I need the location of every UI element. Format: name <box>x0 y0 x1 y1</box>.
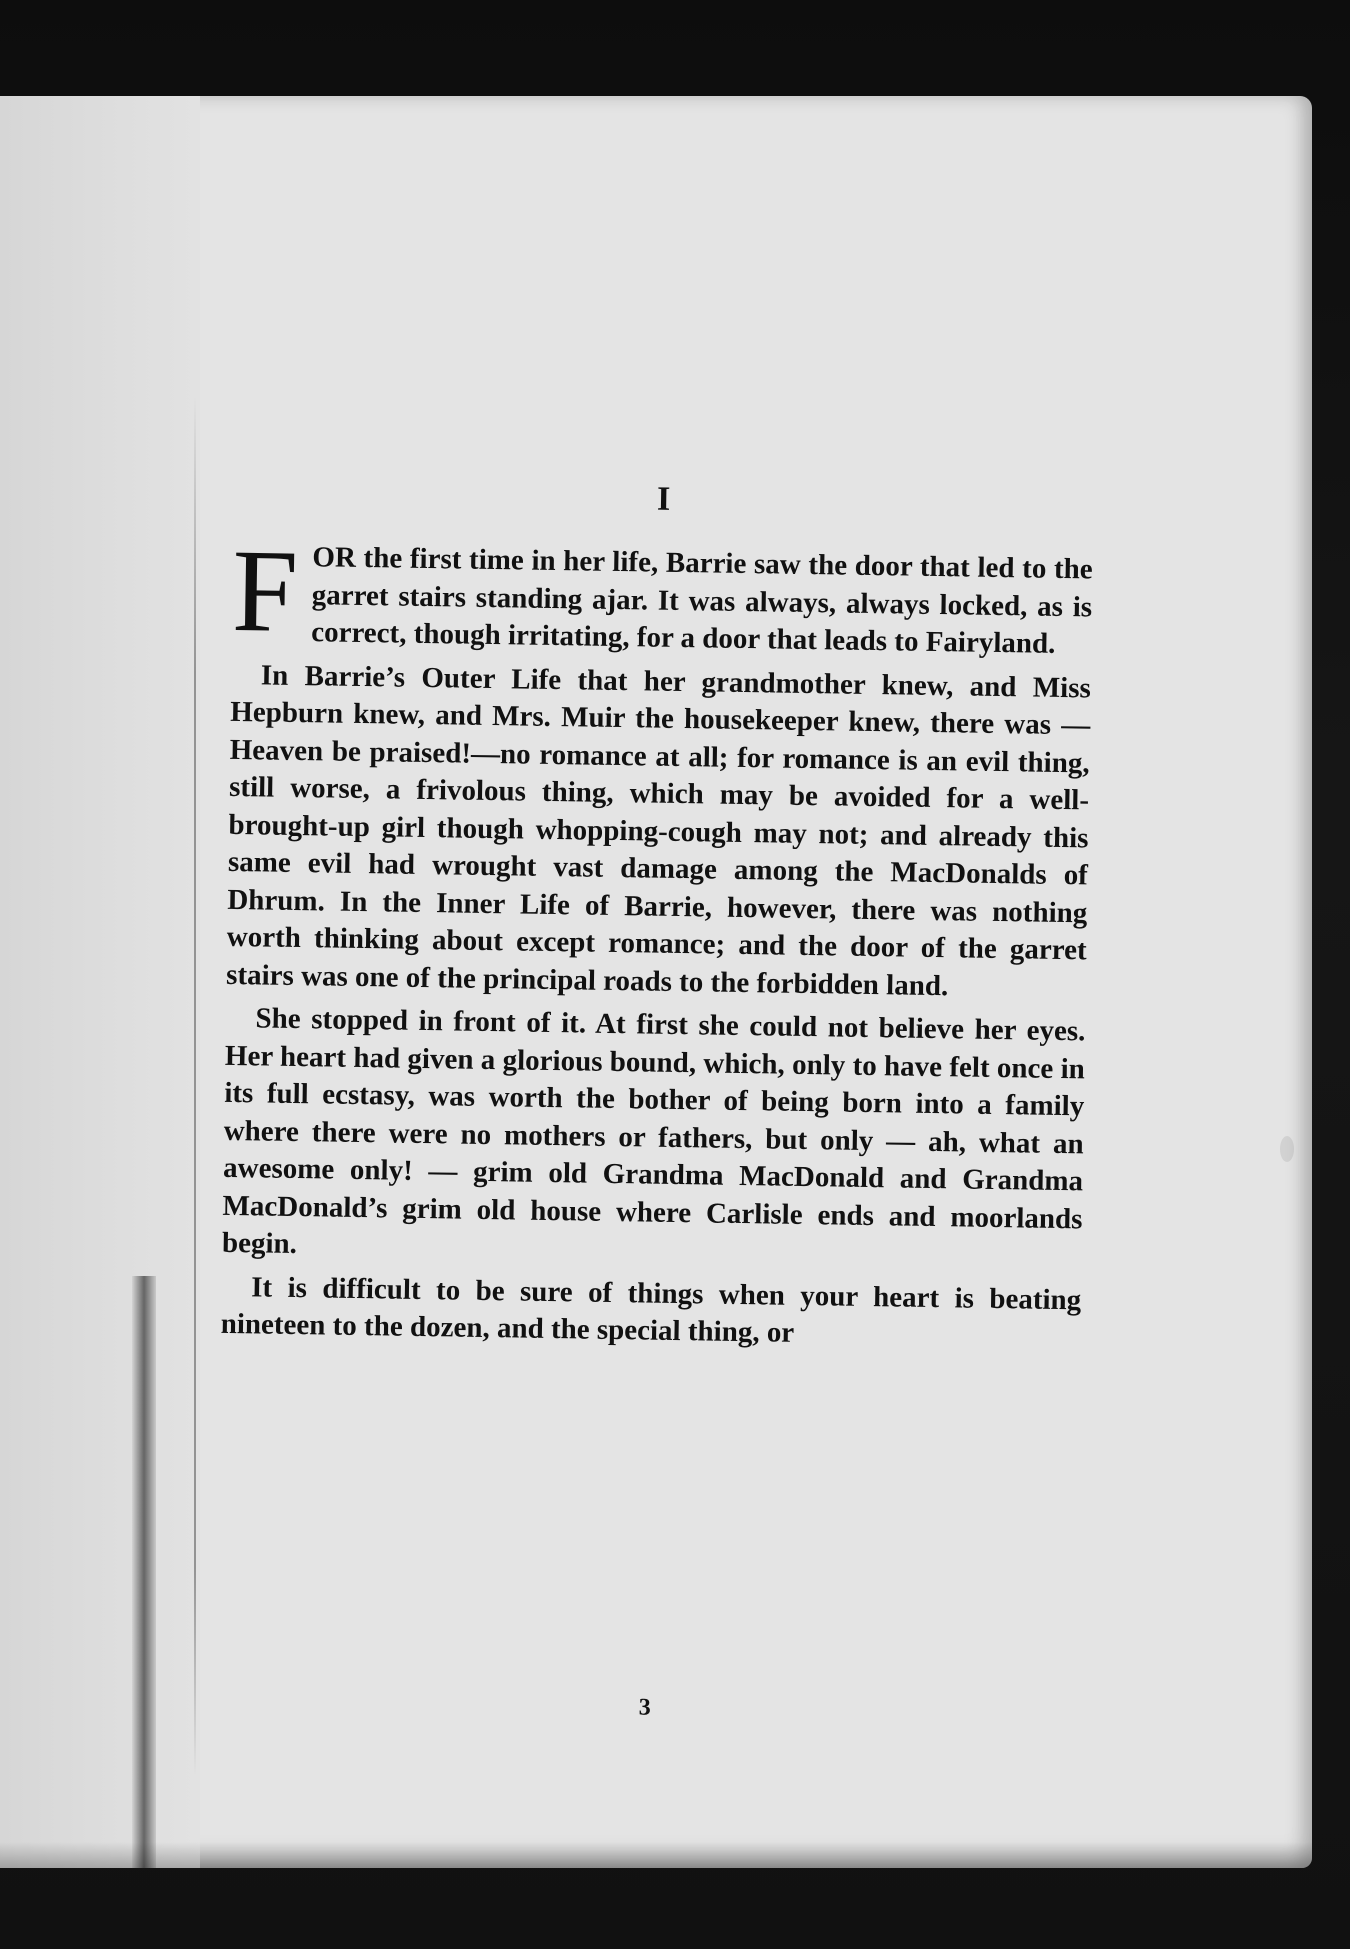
page-bottom-shadow <box>0 1842 1312 1868</box>
paragraph-1 <box>231 524 1093 664</box>
page-gutter <box>194 396 196 1776</box>
chapter-heading: I <box>656 480 671 518</box>
text-block <box>220 96 1100 1721</box>
book-page <box>0 96 1312 1868</box>
page-number: 3 <box>638 1694 651 1721</box>
facing-page-edge <box>0 96 200 1868</box>
binding-shadow <box>132 1276 156 1868</box>
scan-smudge <box>1280 1136 1294 1162</box>
paragraph-1-text: OR the first time in her life, Barrie saw the door that led to the garret stairs standing ajar. It was always, always locked, as is correct, though irritating, for a door that leads to Fairyland. <box>310 541 1093 660</box>
paragraph-2: In Barrie’s Outer Life that her grandmother knew, and Miss Hepburn knew, and Mrs. Muir the housekeeper knew, there was — Heaven be praised!—no romance at all; for romance is an evil thing, still worse, a frivolous thing, which may be avoided for a well-brought-up girl though whopping-cough may not; and already this same evil had wrought vast damage among the MacDonalds of Dhrum. In the Inner Life of Barrie, however, there was nothing worth thinking about except romance; and the door of the garret stairs was one of the principal roads to the forbidden land. <box>225 658 1092 1002</box>
paragraph-3: She stopped in front of it. At first she could not believe her eyes. Her heart had given a glorious bound, which, only to have felt once in its full ecstasy, was worth the bother of being born into a family where there were no mothers or fathers, but only — ah, what an awesome only! — grim old Grandma MacDonald and Grandma MacDonald’s grim old house where Carlisle ends and moorlands begin. <box>221 1002 1086 1261</box>
drop-cap: F <box>231 524 299 657</box>
paragraph-4: It is difficult to be sure of things when your heart is beating nineteen to the dozen, and the special thing, or <box>220 1270 1082 1349</box>
chapter-body <box>220 524 1093 1363</box>
